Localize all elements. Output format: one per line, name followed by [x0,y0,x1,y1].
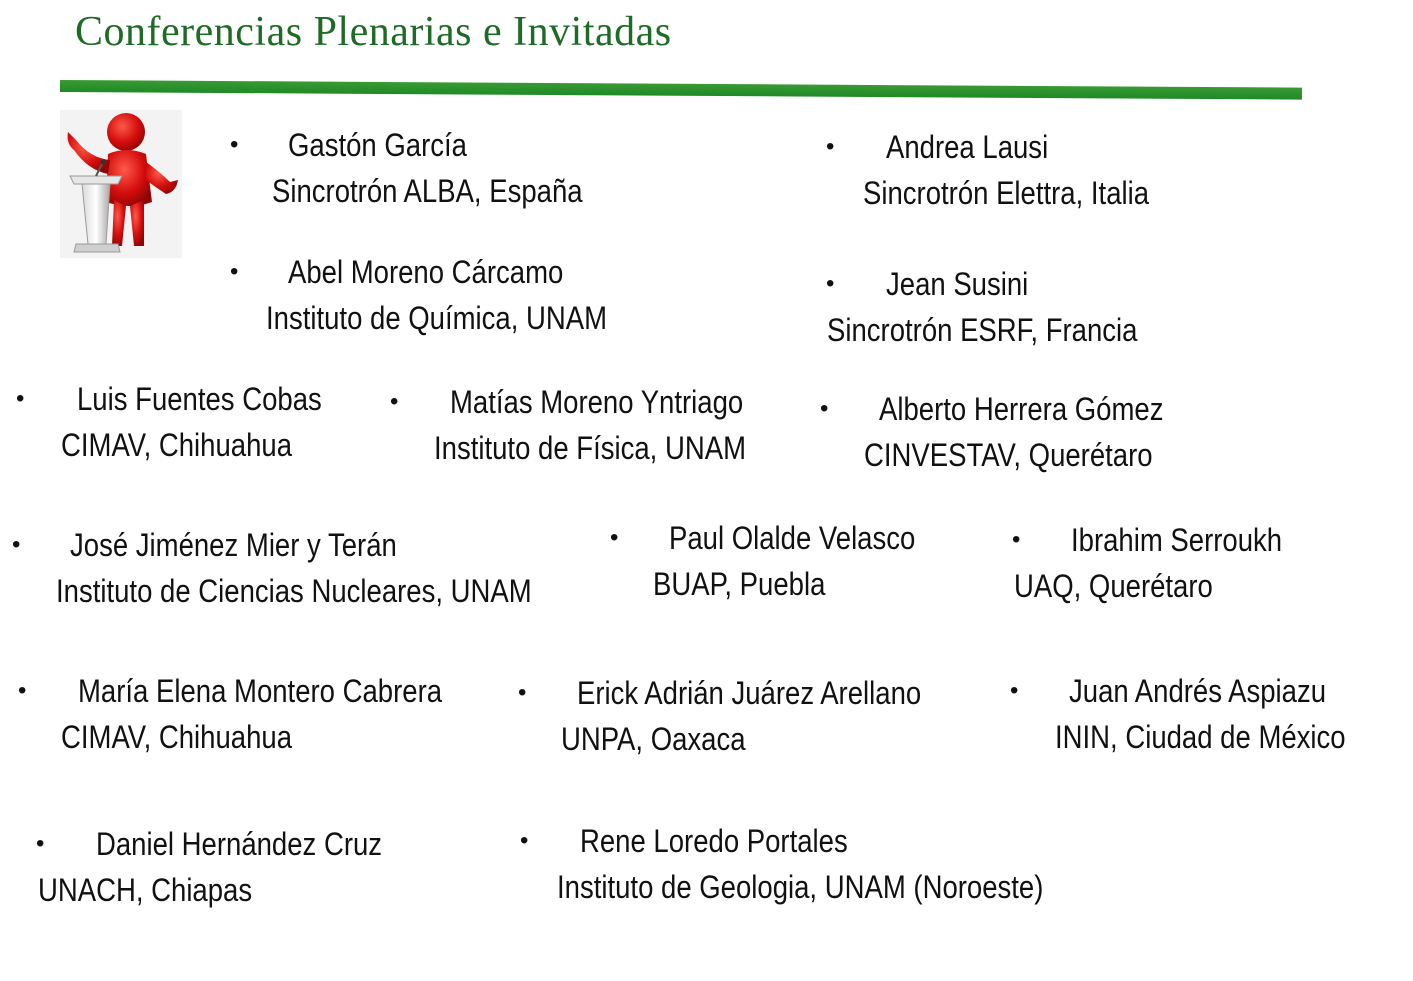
speaker-name: Luis Fuentes Cobas [77,381,322,417]
speaker-entry [390,379,753,471]
speaker-affiliation: Instituto de Química, UNAM [266,300,608,336]
speaker-affiliation: UAQ, Querétaro [1014,568,1213,604]
speaker-entry [230,249,627,341]
speaker-name: Erick Adrián Juárez Arellano [577,675,922,711]
speaker-entry [36,821,383,913]
speaker-name: Rene Loredo Portales [580,823,848,859]
speaker-name: Abel Moreno Cárcamo [288,254,564,290]
bullet: • [518,679,527,706]
speaker-entry [1012,517,1283,609]
speaker-name: Alberto Herrera Gómez [879,391,1164,427]
speaker-name: Andrea Lausi [886,129,1049,165]
speaker-entry [1010,668,1348,760]
speaker-name: Jean Susini [886,266,1029,302]
speaker-at-podium-icon [60,110,182,258]
bullet: • [520,827,529,854]
speaker-affiliation: UNACH, Chiapas [38,872,253,908]
speaker-entry [520,818,1086,910]
bullet: • [1010,677,1019,704]
bullet: • [390,388,399,415]
speaker-affiliation: UNPA, Oaxaca [561,721,746,757]
speaker-affiliation: ININ, Ciudad de México [1055,719,1346,755]
bullet: • [12,531,21,558]
speaker-affiliation: CINVESTAV, Querétaro [864,437,1153,473]
bullet: • [36,830,45,857]
speaker-affiliation: Sincrotrón ALBA, España [272,173,583,209]
speaker-entry [230,122,591,214]
page-title: Conferencias Plenarias e Invitadas [75,9,672,55]
speaker-entry [12,522,565,614]
bullet: • [230,258,239,285]
bullet: • [1012,526,1021,553]
speaker-affiliation: CIMAV, Chihuahua [61,427,293,463]
speaker-affiliation: Instituto de Geologia, UNAM (Noroeste) [557,869,1044,905]
speaker-name: Paul Olalde Velasco [669,520,916,556]
speaker-entry [826,124,1159,216]
speaker-name: Daniel Hernández Cruz [96,826,383,862]
speaker-affiliation: CIMAV, Chihuahua [61,719,293,755]
speaker-name: José Jiménez Mier y Terán [70,527,397,563]
speaker-affiliation: Sincrotrón Elettra, Italia [863,175,1150,211]
title-underline [60,80,1302,100]
speaker-entry [518,670,922,762]
speaker-entry [610,515,916,607]
speaker-entry [16,376,322,468]
bullet: • [826,270,835,297]
speaker-name: Juan Andrés Aspiazu [1069,673,1327,709]
speaker-affiliation: Instituto de Física, UNAM [434,430,746,466]
bullet: • [230,131,239,158]
speaker-affiliation: BUAP, Puebla [653,566,826,602]
bullet: • [826,133,835,160]
speaker-name: Matías Moreno Yntriago [450,384,744,420]
speaker-entry [820,386,1164,478]
speaker-entry [18,668,441,760]
speaker-entry [826,261,1187,353]
speaker-name: María Elena Montero Cabrera [78,673,443,709]
speaker-name: Gastón García [288,127,467,163]
bullet: • [16,385,25,412]
speaker-name: Ibrahim Serroukh [1071,522,1283,558]
bullet: • [610,524,619,551]
bullet: • [820,395,829,422]
speaker-affiliation: Instituto de Ciencias Nucleares, UNAM [56,573,532,609]
speaker-affiliation: Sincrotrón ESRF, Francia [827,312,1138,348]
bullet: • [18,677,27,704]
